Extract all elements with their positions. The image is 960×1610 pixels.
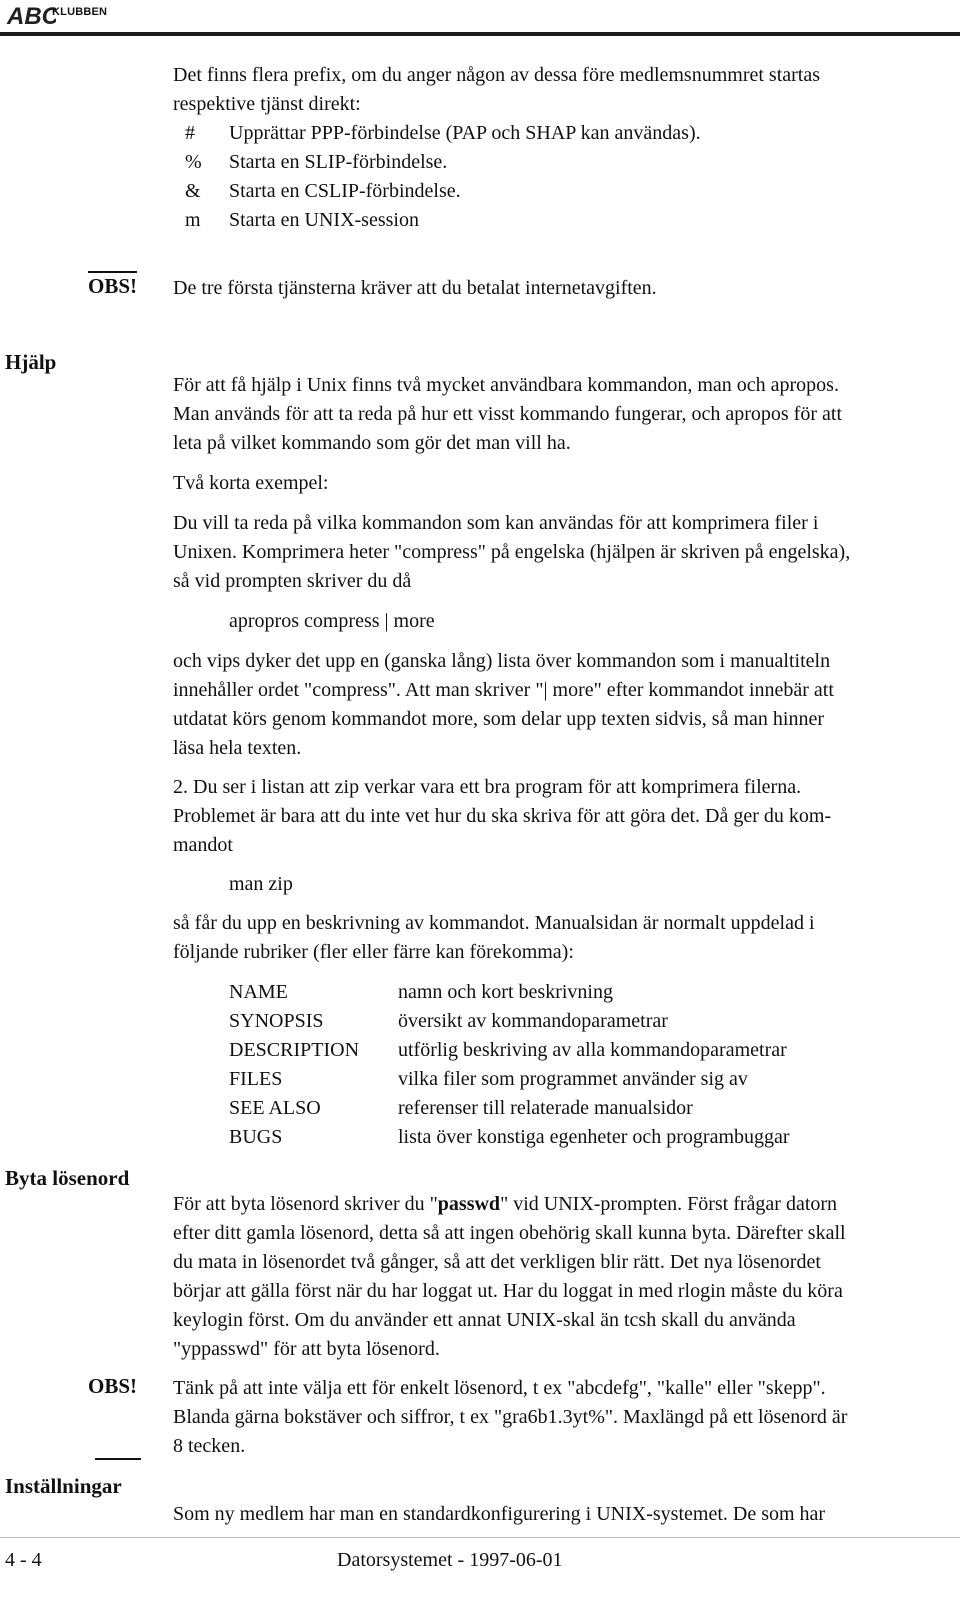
prefix-text: Upprättar PPP-förbindelse (PAP och SHAP kan användas).	[229, 122, 701, 144]
paragraph-line: så vid prompten skriver du då	[173, 570, 412, 592]
passwd-line-pre: För att byta lösenord skriver du "	[173, 1193, 438, 1215]
manual-section-desc: namn och kort beskrivning	[398, 981, 613, 1003]
footer-rule	[0, 1537, 960, 1538]
paragraph-line: Unixen. Komprimera heter "compress" på engelska (hjälpen är skriven på engelska),	[173, 541, 851, 563]
manual-section-desc: vilka filer som programmet använder sig av	[398, 1068, 748, 1090]
paragraph-line: 2. Du ser i listan att zip verkar vara ett bra program för att komprimera filerna.	[173, 776, 802, 798]
paragraph-line: och vips dyker det upp en (ganska lång) lista över kommandon som i manualtiteln	[173, 650, 831, 672]
paragraph-line: utdatat körs genom kommandot more, som delar upp texten sidvis, så man hinner	[173, 708, 824, 730]
passwd-command: passwd	[437, 1193, 501, 1215]
prefix-symbol: &	[185, 180, 201, 202]
footer-title: Datorsystemet - 1997-06-01	[337, 1549, 563, 1571]
intro-line: Det finns flera prefix, om du anger någon av dessa före medlemsnummret startas	[173, 64, 821, 86]
command-example: man zip	[229, 873, 293, 895]
paragraph-line: "yppasswd" för att byta lösenord.	[173, 1338, 440, 1360]
paragraph-line: Blanda gärna bokstäver och siffror, t ex "gra6b1.3yt%". Maxlängd på ett lösenord är	[173, 1406, 848, 1428]
paragraph-line: mandot	[173, 834, 233, 856]
paragraph-line: börjar att gälla först när du har loggat ut. Har du loggat in med rlogin måste du köra	[173, 1280, 843, 1302]
intro-line: respektive tjänst direkt:	[173, 93, 361, 115]
manual-section-name: BUGS	[229, 1126, 283, 1148]
manual-section-desc: utförlig beskriving av alla kommandoparametrar	[398, 1039, 787, 1061]
paragraph-line: För att få hjälp i Unix finns två mycket användbara kommandon, man och apropos.	[173, 374, 839, 396]
manual-section-name: DESCRIPTION	[229, 1039, 360, 1061]
paragraph-line: följande rubriker (fler eller färre kan förekomma):	[173, 941, 574, 963]
paragraph-line: leta på vilket kommando som gör det man vill ha.	[173, 432, 571, 454]
paragraph-line: efter ditt gamla lösenord, detta så att ingen obehörig skall kunna byta. Därefter skall	[173, 1222, 846, 1244]
logo-text: KLUBBEN	[52, 6, 108, 18]
paragraph-line: du mata in lösenordet två gånger, så att det verkligen blir rätt. Det nya lösenordet	[173, 1251, 821, 1273]
prefix-symbol: %	[185, 151, 202, 173]
section-heading-installningar: Inställningar	[5, 1474, 122, 1498]
paragraph-line: läsa hela texten.	[173, 737, 302, 759]
paragraph-line: Tänk på att inte välja ett för enkelt lösenord, t ex "abcdefg", "kalle" eller "skepp".	[173, 1377, 826, 1399]
paragraph-line: Problemet är bara att du inte vet hur du ska skriva för att göra det. Då ger du kom-	[173, 805, 832, 827]
abc-logo-mark	[6, 2, 56, 28]
paragraph-line: 8 tecken.	[173, 1435, 246, 1457]
obs-label: OBS!	[88, 1374, 138, 1398]
header-rule	[0, 32, 960, 36]
section-heading-byta-losenord: Byta lösenord	[5, 1166, 130, 1190]
logo-letters: ABC	[7, 3, 56, 28]
manual-section-name: SEE ALSO	[229, 1097, 321, 1119]
manual-section-desc: lista över konstiga egenheter och programbuggar	[398, 1126, 790, 1148]
prefix-text: Starta en CSLIP-förbindelse.	[229, 180, 461, 202]
paragraph-line: Du vill ta reda på vilka kommandon som kan användas för att komprimera filer i	[173, 512, 819, 534]
paragraph-line: keylogin först. Om du använder ett annat UNIX-skal än tcsh skall du använda	[173, 1309, 796, 1331]
section-divider	[95, 1458, 141, 1460]
prefix-text: Starta en UNIX-session	[229, 209, 419, 231]
page-number: 4 - 4	[5, 1549, 42, 1571]
manual-section-desc: referenser till relaterade manualsidor	[398, 1097, 693, 1119]
manual-section-name: NAME	[229, 981, 288, 1003]
prefix-symbol: #	[185, 122, 195, 144]
prefix-symbol: m	[185, 209, 201, 231]
obs-text: De tre första tjänsterna kräver att du betalat internetavgiften.	[173, 277, 657, 299]
manual-section-name: FILES	[229, 1068, 283, 1090]
command-example: apropros compress | more	[229, 610, 435, 632]
paragraph-line: Två korta exempel:	[173, 472, 329, 494]
paragraph-line: så får du upp en beskrivning av kommandot. Manualsidan är normalt uppdelad i	[173, 912, 815, 934]
paragraph-line: Som ny medlem har man en standardkonfigurering i UNIX-systemet. De som har	[173, 1503, 826, 1525]
obs-label: OBS!	[88, 271, 137, 299]
section-heading-hjalp: Hjälp	[5, 350, 57, 374]
manual-section-desc: översikt av kommandoparametrar	[398, 1010, 668, 1032]
paragraph-line	[173, 1190, 837, 1219]
paragraph-line: innehåller ordet "compress". Att man skriver "| more" efter kommandot innebär att	[173, 679, 834, 701]
passwd-line-post: " vid UNIX-prompten. Först frågar datorn	[500, 1193, 838, 1215]
prefix-text: Starta en SLIP-förbindelse.	[229, 151, 448, 173]
manual-section-name: SYNOPSIS	[229, 1010, 324, 1032]
paragraph-line: Man används för att ta reda på hur ett visst kommando fungerar, och apropos för att	[173, 403, 842, 425]
